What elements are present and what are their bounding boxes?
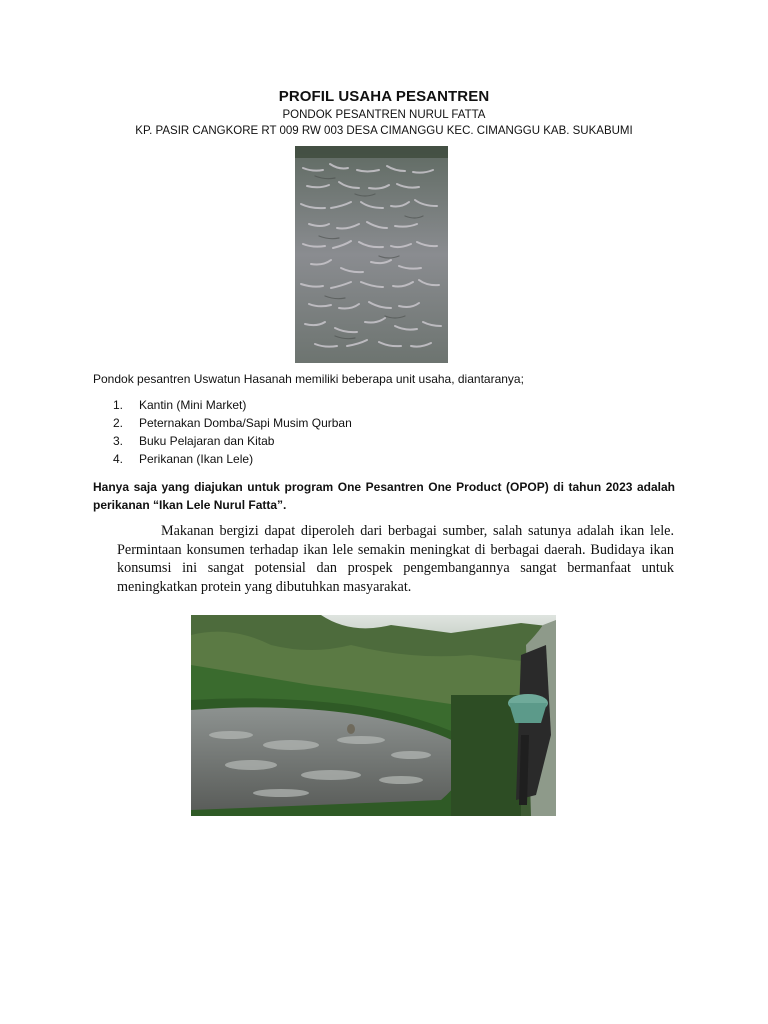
list-item-number: 3. bbox=[113, 434, 124, 448]
list-item-number: 2. bbox=[113, 416, 124, 430]
list-item-label: Buku Pelajaran dan Kitab bbox=[139, 434, 275, 448]
list-item-label: Peternakan Domba/Sapi Musim Qurban bbox=[139, 416, 352, 430]
list-item bbox=[113, 414, 352, 432]
list-item-label: Kantin (Mini Market) bbox=[139, 398, 247, 412]
catfish-image bbox=[295, 146, 448, 363]
document-address: KP. PASIR CANGKORE RT 009 RW 003 DESA CIMANGGU KEC. CIMANGGU KAB. SUKABUMI bbox=[135, 125, 633, 137]
fish-pond-image bbox=[191, 615, 556, 816]
list-item-label: Perikanan (Ikan Lele) bbox=[139, 452, 254, 466]
fish-pond-photo bbox=[191, 615, 556, 816]
list-item bbox=[113, 432, 352, 450]
intro-text: Pondok pesantren Uswatun Hasanah memiliki beberapa unit usaha, diantaranya; bbox=[93, 372, 524, 386]
list-item bbox=[113, 396, 352, 414]
list-item-number: 1. bbox=[113, 398, 124, 412]
body-paragraph: Makanan bergizi dapat diperoleh dari berbagai sumber, salah satunya adalah ikan lele. Permintaan konsumen terhadap ikan lele semakin meningkat di berbagai daerah. Budidaya ikan konsumsi ini sangat potensial dan prospek pengembangannya sangat bermanfaat untuk meningkatkan protein yang dibutuhkan masyarakat. bbox=[117, 523, 674, 595]
document-title: PROFIL USAHA PESANTREN bbox=[278, 88, 490, 105]
document-subtitle: PONDOK PESANTREN NURUL FATTA bbox=[282, 109, 486, 121]
list-item-number: 4. bbox=[113, 452, 124, 466]
business-unit-list bbox=[113, 396, 352, 468]
list-item bbox=[113, 450, 352, 468]
opop-statement: Hanya saja yang diajukan untuk program One Pesantren One Product (OPOP) di tahun 2023 adalah perikanan “Ikan Lele Nurul Fatta”. bbox=[93, 480, 675, 512]
catfish-photo bbox=[295, 146, 448, 363]
